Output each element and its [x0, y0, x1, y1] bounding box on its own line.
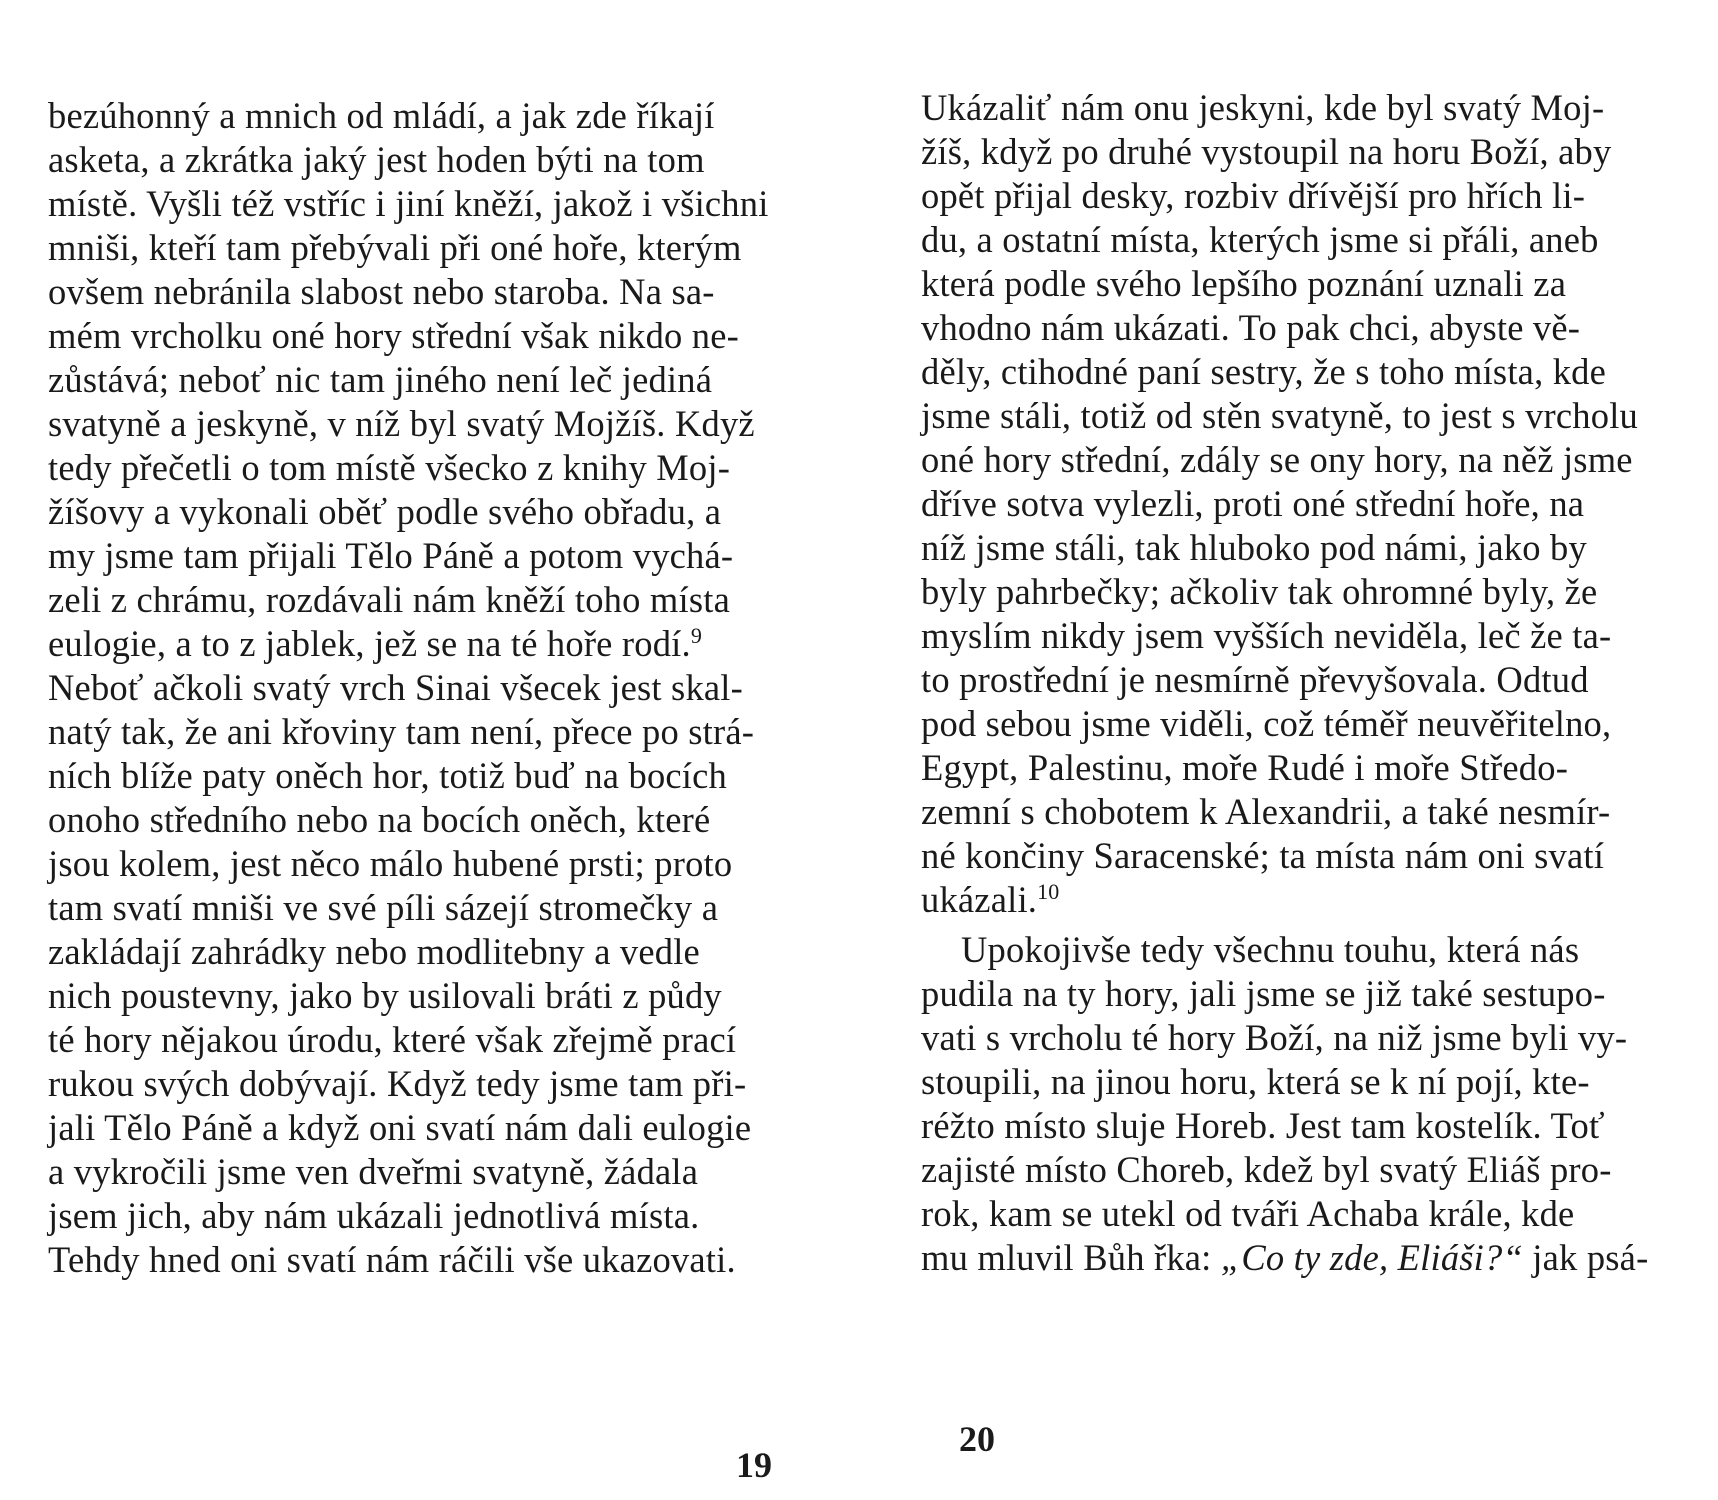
page-number: 19	[736, 1445, 772, 1485]
last-line-suffix: jak psá-	[1522, 1237, 1649, 1278]
text-line: žíšovy a vykonali oběť podle svého obřadu, a	[48, 491, 722, 532]
text-line: místě. Vyšli též vstříc i jiní kněží, jakož i všichni	[48, 183, 769, 224]
text-line: zůstává; neboť nic tam jiného není leč jediná	[48, 359, 713, 400]
text-line: Neboť ačkoli svatý vrch Sinai všecek jest skal-	[48, 667, 743, 708]
text-line: nich poustevny, jako by usilovali bráti z půdy	[48, 975, 722, 1016]
text-line: vati s vrcholu té hory Boží, na niž jsme byli vy-	[921, 1017, 1628, 1058]
text-line: onoho středního nebo na bocích oněch, které	[48, 799, 711, 840]
text-line: zeli z chrámu, rozdávali nám kněží toho místa	[48, 579, 730, 620]
text-line: níž jsme stáli, tak hluboko pod námi, jako by	[921, 527, 1587, 568]
text-line-last	[921, 1236, 1697, 1280]
text-line: děly, ctihodné paní sestry, že s toho místa, kde	[921, 351, 1607, 392]
text-line: mniši, kteří tam přebývali při oné hoře, kterým	[48, 227, 742, 268]
text-line: myslím nikdy jsem vyšších neviděla, leč že ta-	[921, 615, 1612, 656]
text-line: zajisté místo Choreb, kdež byl svatý Eliáš pro-	[921, 1149, 1612, 1190]
text-line: jsou kolem, jest něco málo hubené prsti; proto	[48, 843, 733, 884]
text-line: réžto místo sluje Horeb. Jest tam kostelík. Toť	[921, 1105, 1605, 1146]
text-line: oné hory střední, zdály se ony hory, na něž jsme	[921, 439, 1633, 480]
text-line: stoupili, na jinou horu, která se k ní pojí, kte-	[921, 1061, 1590, 1102]
text-line: tam svatí mniši ve své píli sázejí stromečky a	[48, 887, 719, 928]
text-line: vhodno nám ukázati. To pak chci, abyste vě-	[921, 307, 1581, 348]
text-line: té hory nějakou úrodu, které však zřejmě prací	[48, 1019, 737, 1060]
text-line: Ukázaliť nám onu jeskyni, kde byl svatý Moj-	[921, 87, 1605, 128]
text-line: opět přijal desky, rozbiv dřívější pro hřích li-	[921, 175, 1586, 216]
left-page-text	[48, 94, 824, 1282]
text-line: svatyně a jeskyně, v níž byl svatý Mojžíš. Když	[48, 403, 755, 444]
text-line: mém vrcholku oné hory střední však nikdo ne-	[48, 315, 740, 356]
footnote-marker-10: 10	[1037, 878, 1060, 904]
footnote-marker-9: 9	[690, 622, 703, 648]
text-line: tedy přečetli o tom místě všecko z knihy Moj-	[48, 447, 731, 488]
text-line: du, a ostatní místa, kterých jsme si přáli, aneb	[921, 219, 1599, 260]
text-line-with-footnote	[48, 622, 824, 666]
text-line: zemní s chobotem k Alexandrii, a také nesmír-	[921, 791, 1611, 832]
text-line: zakládají zahrádky nebo modlitebny a vedle	[48, 931, 700, 972]
last-line-prefix: mu mluvil Bůh řka:	[921, 1237, 1221, 1278]
text-line: né končiny Saracenské; ta místa nám oni svatí	[921, 835, 1605, 876]
text-line: my jsme tam přijali Tělo Páně a potom vychá-	[48, 535, 734, 576]
text-line: natý tak, že ani křoviny tam není, přece po strá-	[48, 711, 755, 752]
text-line: Tehdy hned oni svatí nám ráčili vše ukazovati.	[48, 1239, 736, 1280]
text-line: jali Tělo Páně a když oni svatí nám dali eulogie	[48, 1107, 752, 1148]
text-line: pod sebou jsme viděli, což téměř neuvěřitelno,	[921, 703, 1612, 744]
text-line: to prostřední je nesmírně převyšovala. Odtud	[921, 659, 1589, 700]
right-page	[859, 0, 1718, 1500]
italic-quote: „Co ty zde, Eliáši?“	[1220, 1237, 1523, 1278]
text-line-with-footnote	[921, 878, 1697, 922]
text-line: ukázali.	[921, 879, 1038, 920]
text-line: eulogie, a to z jablek, jež se na té hoře rodí.	[48, 623, 691, 664]
text-line: rukou svých dobývají. Když tedy jsme tam při-	[48, 1063, 747, 1104]
text-line: jsme stáli, totiž od stěn svatyně, to jest s vrcholu	[921, 395, 1638, 436]
right-page-text	[921, 86, 1697, 1280]
text-line: pudila na ty hory, jali jsme se již také sestupo-	[921, 973, 1606, 1014]
text-line: a vykročili jsme ven dveřmi svatyně, žádala	[48, 1151, 699, 1192]
text-line: rok, kam se utekl od tváři Achaba krále, kde	[921, 1193, 1575, 1234]
text-line: Upokojivše tedy všechnu touhu, která nás	[961, 929, 1580, 970]
text-line: asketa, a zkrátka jaký jest hoden býti na tom	[48, 139, 705, 180]
text-line: jsem jich, aby nám ukázali jednotlivá místa.	[48, 1195, 700, 1236]
text-line: ních blíže paty oněch hor, totiž buď na bocích	[48, 755, 727, 796]
text-line: která podle svého lepšího poznání uznali za	[921, 263, 1567, 304]
text-line: bezúhonný a mnich od mládí, a jak zde říkají	[48, 95, 715, 136]
text-line: dříve sotva vylezli, proti oné střední hoře, na	[921, 483, 1585, 524]
text-line: ovšem nebránila slabost nebo staroba. Na sa-	[48, 271, 715, 312]
text-line: byly pahrbečky; ačkoliv tak ohromné byly, že	[921, 571, 1598, 612]
page-number: 20	[959, 1419, 995, 1459]
text-line: Egypt, Palestinu, moře Rudé i moře Středo-	[921, 747, 1569, 788]
text-line: žíš, když po druhé vystoupil na horu Boží, aby	[921, 131, 1612, 172]
